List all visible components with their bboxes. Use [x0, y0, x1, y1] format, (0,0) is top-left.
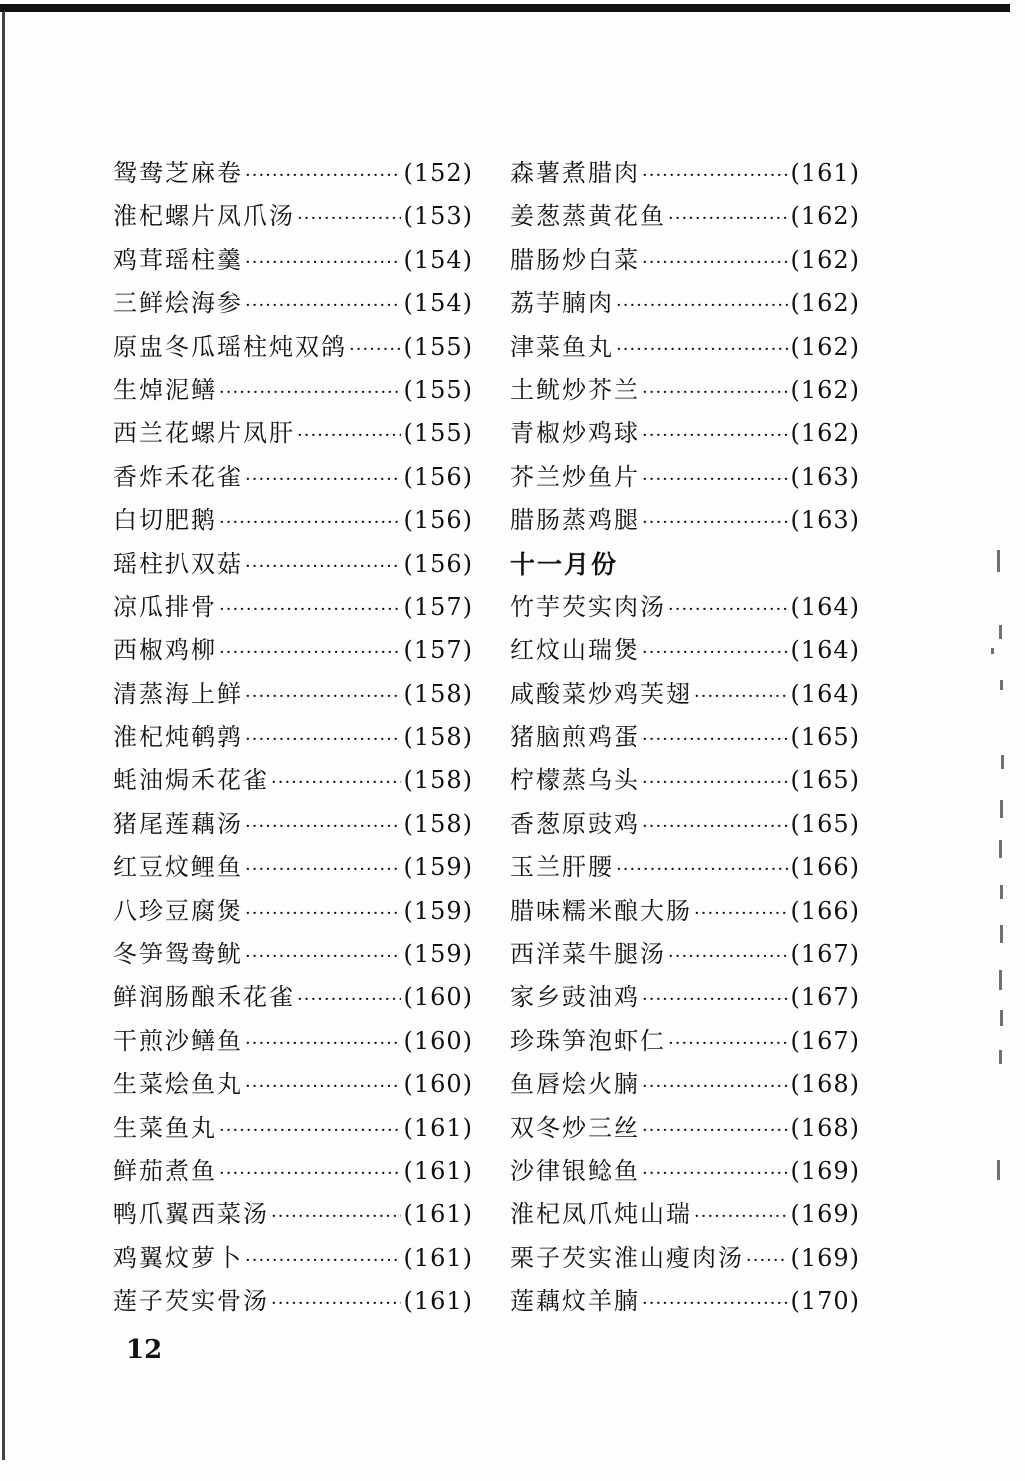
entry-page-number: (166) [790, 853, 860, 882]
dot-leader [668, 933, 788, 978]
dot-leader [219, 629, 401, 674]
toc-entry [113, 803, 473, 846]
dot-leader [245, 890, 401, 935]
dot-leader [642, 152, 788, 197]
toc-entry [510, 1063, 860, 1106]
dot-leader [245, 933, 401, 978]
entry-page-number: (156) [403, 549, 473, 578]
entry-page-number: (161) [403, 1156, 473, 1185]
dot-leader [245, 239, 401, 284]
margin-scan-marks [975, 530, 1015, 1190]
toc-entry [510, 1020, 860, 1063]
entry-page-number: (167) [790, 1026, 860, 1055]
dot-leader [245, 716, 401, 761]
entry-page-number: (161) [403, 1243, 473, 1272]
dot-leader [642, 239, 788, 284]
dot-leader [616, 282, 788, 327]
entry-page-number: (162) [790, 332, 860, 361]
toc-entry [113, 890, 473, 933]
toc-entry [113, 1150, 473, 1193]
toc-entry [113, 629, 473, 672]
dot-leader [746, 1237, 788, 1282]
entry-title: 生菜烩鱼丸 [113, 1070, 243, 1099]
dot-leader [642, 759, 788, 804]
dot-leader [616, 846, 788, 891]
dot-leader [245, 1237, 401, 1282]
toc-entry [113, 1193, 473, 1236]
entry-page-number: (159) [403, 940, 473, 969]
dot-leader [642, 1150, 788, 1195]
entry-page-number: (166) [790, 896, 860, 925]
entry-title: 淮杞炖鹌鹑 [113, 723, 243, 752]
toc-entry [113, 543, 473, 586]
dot-leader [642, 1280, 788, 1325]
toc-entry [113, 976, 473, 1019]
dot-leader [271, 759, 401, 804]
entry-title: 瑶柱扒双菇 [113, 549, 243, 578]
left-column [113, 152, 473, 1324]
entry-title: 凉瓜排骨 [113, 592, 217, 621]
right-entries-after [510, 586, 860, 1324]
entry-title: 栗子芡实淮山瘦肉汤 [510, 1243, 744, 1272]
toc-entry [510, 1237, 860, 1280]
dot-leader [245, 846, 401, 891]
dot-leader [219, 1107, 401, 1152]
dot-leader [668, 586, 788, 631]
dot-leader [642, 1063, 788, 1108]
entry-page-number: (155) [403, 332, 473, 361]
entry-title: 森薯煮腊肉 [510, 159, 640, 187]
toc-entry [113, 326, 473, 369]
entry-page-number: (169) [790, 1243, 860, 1272]
entry-title: 西椒鸡柳 [113, 636, 217, 665]
toc-entry [510, 1107, 860, 1150]
toc-entry [113, 1280, 473, 1323]
entry-title: 莲子芡实骨汤 [113, 1287, 269, 1316]
toc-entry [510, 1280, 860, 1323]
entry-title: 冬笋鸳鸯鱿 [113, 940, 243, 969]
dot-leader [245, 456, 401, 501]
entry-title: 柠檬蒸乌头 [510, 766, 640, 795]
entry-title: 生菜鱼丸 [113, 1113, 217, 1142]
entry-page-number: (161) [403, 1287, 473, 1316]
entry-title: 八珍豆腐煲 [113, 896, 243, 925]
entry-title: 猪脑煎鸡蛋 [510, 723, 640, 752]
toc-entry [113, 1020, 473, 1063]
entry-page-number: (164) [790, 592, 860, 621]
dot-leader [642, 1107, 788, 1152]
dot-leader [668, 195, 788, 240]
dot-leader [642, 369, 788, 414]
toc-entry [510, 586, 860, 629]
toc-entry [510, 629, 860, 672]
entry-title: 鸳鸯芝麻卷 [113, 159, 243, 187]
toc-entry [113, 716, 473, 759]
entry-page-number: (161) [403, 1113, 473, 1142]
entry-page-number: (162) [790, 375, 860, 404]
entry-title: 蚝油焗禾花雀 [113, 766, 269, 795]
toc-entry [510, 1150, 860, 1193]
entry-page-number: (161) [403, 1200, 473, 1229]
entry-title: 芥兰炒鱼片 [510, 462, 640, 491]
dot-leader [297, 976, 401, 1021]
dot-leader [642, 976, 788, 1021]
entry-title: 沙律银鲶鱼 [510, 1156, 640, 1185]
entry-title: 红豆炆鲤鱼 [113, 853, 243, 882]
dot-leader [219, 586, 401, 631]
left-edge-shadow [2, 10, 5, 1460]
toc-entry [510, 803, 860, 846]
toc-entry [510, 716, 860, 759]
toc-entry [113, 586, 473, 629]
entry-title: 家乡豉油鸡 [510, 983, 640, 1012]
entry-title: 青椒炒鸡球 [510, 419, 640, 448]
dot-leader [642, 716, 788, 761]
entry-title: 鱼唇烩火腩 [510, 1070, 640, 1099]
entry-title: 玉兰肝腰 [510, 853, 614, 882]
entry-title: 生焯泥鳝 [113, 375, 217, 404]
entry-title: 西兰花螺片凤肝 [113, 419, 295, 448]
toc-entry [113, 499, 473, 542]
toc-entry [510, 846, 860, 889]
entry-page-number: (155) [403, 419, 473, 448]
entry-page-number: (159) [403, 853, 473, 882]
entry-page-number: (169) [790, 1156, 860, 1185]
entry-page-number: (158) [403, 809, 473, 838]
toc-entry [510, 152, 860, 195]
toc-entry [113, 1237, 473, 1280]
toc-entry [113, 1063, 473, 1106]
entry-page-number: (165) [790, 809, 860, 838]
dot-leader [642, 803, 788, 848]
toc-entry [510, 673, 860, 716]
entry-title: 鸭爪翼西菜汤 [113, 1200, 269, 1229]
toc-entry [113, 282, 473, 325]
entry-page-number: (156) [403, 462, 473, 491]
entry-page-number: (158) [403, 766, 473, 795]
entry-title: 双冬炒三丝 [510, 1113, 640, 1142]
entry-title: 干煎沙鳝鱼 [113, 1026, 243, 1055]
entry-page-number: (168) [790, 1070, 860, 1099]
entry-title: 鲜润肠酿禾花雀 [113, 983, 295, 1012]
dot-leader [694, 890, 788, 935]
toc-entry [510, 499, 860, 542]
entry-page-number: (158) [403, 723, 473, 752]
toc-entry [510, 282, 860, 325]
dot-leader [245, 282, 401, 327]
entry-page-number: (165) [790, 723, 860, 752]
entry-title: 清蒸海上鲜 [113, 679, 243, 708]
entry-page-number: (163) [790, 506, 860, 535]
toc-entry [510, 1193, 860, 1236]
toc-entry [113, 412, 473, 455]
dot-leader [349, 326, 401, 371]
toc-entry [510, 976, 860, 1019]
toc-entry [113, 456, 473, 499]
dot-leader [219, 369, 401, 414]
toc-entry [113, 933, 473, 976]
entry-page-number: (162) [790, 289, 860, 318]
entry-page-number: (160) [403, 1026, 473, 1055]
entry-page-number: (168) [790, 1113, 860, 1142]
toc-entry [510, 890, 860, 933]
dot-leader [271, 1193, 401, 1238]
entry-title: 原盅冬瓜瑶柱炖双鸽 [113, 332, 347, 361]
toc-entry [510, 326, 860, 369]
dot-leader [297, 412, 401, 457]
entry-title: 猪尾莲藕汤 [113, 809, 243, 838]
dot-leader [297, 195, 401, 240]
toc-entry [510, 195, 860, 238]
entry-title: 鸡茸瑶柱羹 [113, 245, 243, 274]
entry-page-number: (162) [790, 202, 860, 231]
entry-title: 鲜茄煮鱼 [113, 1156, 217, 1185]
dot-leader [694, 673, 788, 718]
top-rule [0, 4, 1010, 12]
page-number: 12 [126, 1335, 163, 1365]
toc-entry [113, 673, 473, 716]
entry-page-number: (162) [790, 245, 860, 274]
entry-title: 腊肠蒸鸡腿 [510, 506, 640, 535]
entry-title: 津菜鱼丸 [510, 332, 614, 361]
dot-leader [245, 543, 401, 588]
entry-page-number: (157) [403, 592, 473, 621]
entry-title: 西洋菜牛腿汤 [510, 940, 666, 969]
dot-leader [271, 1280, 401, 1325]
toc-entry [113, 846, 473, 889]
entry-page-number: (158) [403, 679, 473, 708]
dot-leader [642, 499, 788, 544]
entry-title: 红炆山瑞煲 [510, 636, 640, 665]
dot-leader [694, 1193, 788, 1238]
entry-title: 姜葱蒸黄花鱼 [510, 202, 666, 231]
entry-page-number: (164) [790, 636, 860, 665]
dot-leader [668, 1020, 788, 1065]
entry-title: 竹芋芡实肉汤 [510, 592, 666, 621]
toc-entry [510, 412, 860, 455]
entry-page-number: (154) [403, 289, 473, 318]
toc-entry [510, 239, 860, 282]
entry-page-number: (169) [790, 1200, 860, 1229]
entry-page-number: (163) [790, 462, 860, 491]
entry-title: 腊肠炒白菜 [510, 245, 640, 274]
entry-title: 荔芋腩肉 [510, 289, 614, 318]
dot-leader [245, 803, 401, 848]
entry-page-number: (164) [790, 679, 860, 708]
dot-leader [245, 1020, 401, 1065]
right-entries-before [510, 152, 860, 543]
entry-title: 香炸禾花雀 [113, 462, 243, 491]
right-column [510, 152, 860, 1324]
toc-entry [113, 369, 473, 412]
entry-page-number: (162) [790, 419, 860, 448]
dot-leader [642, 456, 788, 501]
entry-title: 香葱原豉鸡 [510, 809, 640, 838]
entry-title: 白切肥鹅 [113, 506, 217, 535]
entry-title: 珍珠笋泡虾仁 [510, 1026, 666, 1055]
entry-page-number: (167) [790, 983, 860, 1012]
dot-leader [642, 629, 788, 674]
dot-leader [245, 152, 401, 197]
entry-page-number: (157) [403, 636, 473, 665]
entry-title: 淮杞螺片凤爪汤 [113, 202, 295, 231]
entry-page-number: (154) [403, 245, 473, 274]
entry-page-number: (160) [403, 1070, 473, 1099]
entry-page-number: (153) [403, 202, 473, 231]
entry-title: 土鱿炒芥兰 [510, 375, 640, 404]
toc-entry [113, 759, 473, 802]
toc-entry [113, 1107, 473, 1150]
toc-entry [113, 239, 473, 282]
entry-page-number: (152) [403, 159, 473, 187]
entry-page-number: (160) [403, 983, 473, 1012]
entry-page-number: (155) [403, 375, 473, 404]
dot-leader [245, 673, 401, 718]
entry-title: 三鲜烩海参 [113, 289, 243, 318]
dot-leader [616, 326, 788, 371]
entry-title: 咸酸菜炒鸡芙翅 [510, 679, 692, 708]
dot-leader [642, 412, 788, 457]
entry-title: 莲藕炆羊腩 [510, 1287, 640, 1316]
toc-entry [510, 759, 860, 802]
toc-entry [113, 152, 473, 195]
entry-page-number: (156) [403, 506, 473, 535]
dot-leader [219, 499, 401, 544]
entry-page-number: (161) [790, 159, 860, 187]
dot-leader [245, 1063, 401, 1108]
entry-page-number: (167) [790, 940, 860, 969]
entry-page-number: (159) [403, 896, 473, 925]
entry-page-number: (170) [790, 1287, 860, 1316]
toc-entry [510, 369, 860, 412]
toc-entry [113, 195, 473, 238]
entry-title: 淮杞凤爪炖山瑞 [510, 1200, 692, 1229]
dot-leader [219, 1150, 401, 1195]
entry-page-number: (165) [790, 766, 860, 795]
entry-title: 腊味糯米酿大肠 [510, 896, 692, 925]
entry-title: 鸡翼炆萝卜 [113, 1243, 243, 1272]
toc-entry [510, 933, 860, 976]
section-heading: 十一月份 [510, 549, 619, 579]
toc-entry [510, 456, 860, 499]
